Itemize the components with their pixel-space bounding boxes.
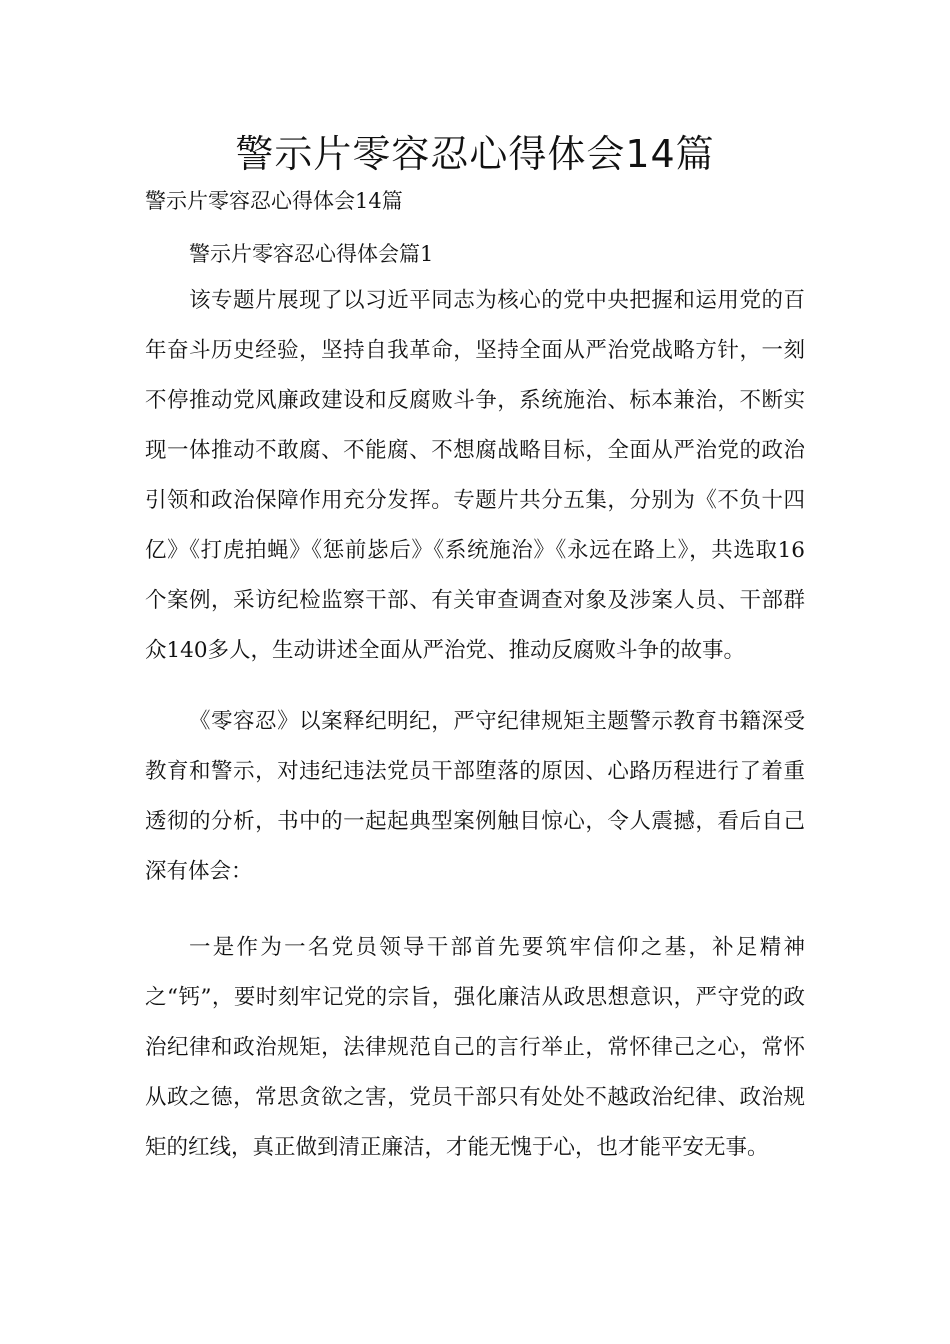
paragraph-intro: 该专题片展现了以习近平同志为核心的党中央把握和运用党的百年奋斗历史经验，坚持自我革命，坚持全面从严治党战略方针，一刻不停推动党风廉政建设和反腐败斗争，系统施治、标本兼治，不断实现一体推动不敢腐、不能腐、不想腐战略目标，全面从严治党的政治引领和政治保障作用充分发挥。专题片共分五集，分别为《不负十四亿》《打虎拍蝇》《惩前毖后》《系统施治》《永远在路上》，共选取16个案例，采访纪检监察干部、有关审查调查对象及涉案人员、干部群众140多人，生动讲述全面从严治党、推动反腐败斗争的故事。 xyxy=(145,288,805,663)
section-heading: 警示片零容忍心得体会篇1 xyxy=(189,242,434,266)
paragraph-zero-tolerance: 《零容忍》以案释纪明纪，严守纪律规矩主题警示教育书籍深受教育和警示，对违纪违法党员干部堕落的原因、心路历程进行了着重透彻的分析，书中的一起起典型案例触目惊心，令人震撼，看后自己深有体会： xyxy=(145,709,805,884)
paragraph-point-one: 一是作为一名党员领导干部首先要筑牢信仰之基，补足精神之“钙”，要时刻牢记党的宗旨，强化廉洁从政思想意识，严守党的政治纪律和政治规矩，法律规范自己的言行举止，常怀律己之心，常怀从政之德，常思贪欲之害，党员干部只有处处不越政治纪律、政治规矩的红线，真正做到清正廉洁，才能无愧于心，也才能平安无事。 xyxy=(145,935,805,1160)
document-title: 警示片零容忍心得体会14篇 xyxy=(235,132,715,176)
document-subtitle: 警示片零容忍心得体会14篇 xyxy=(145,189,403,213)
